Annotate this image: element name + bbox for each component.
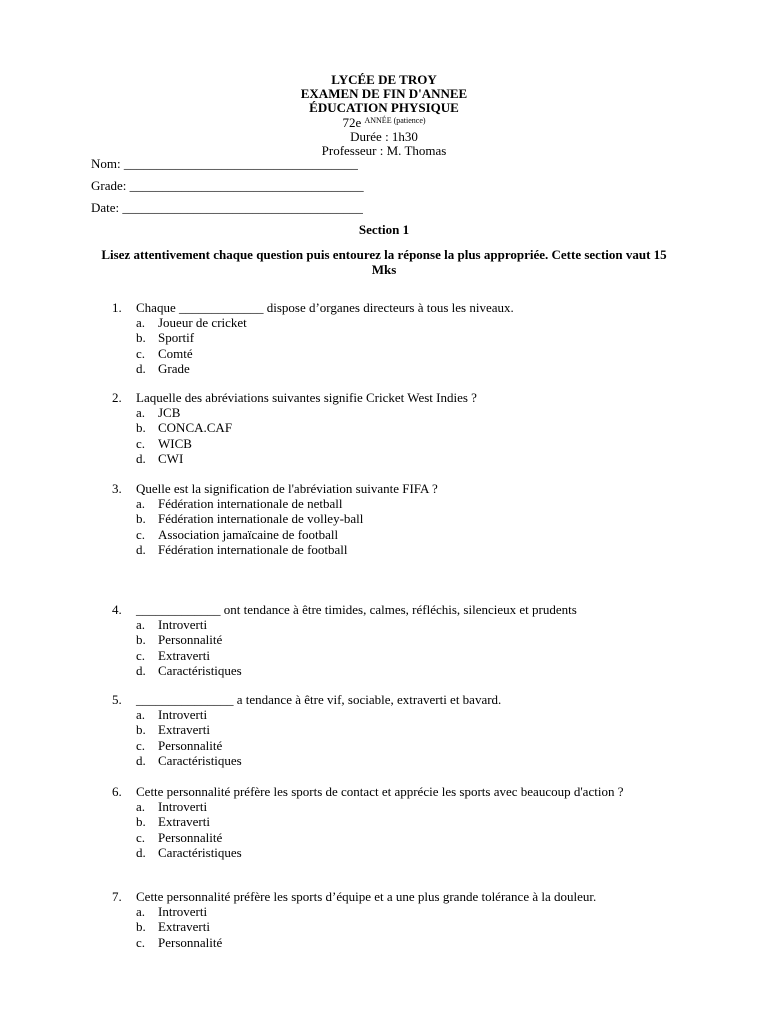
option-text: Personnalité — [158, 934, 223, 950]
subject-title: ÉDUCATION PHYSIQUE — [309, 100, 459, 115]
question-1 — [112, 300, 682, 377]
question-text: Cette personnalité préfère les sports d’équipe et a une plus grande tolérance à la douleur. — [136, 889, 597, 904]
question-number: 1. — [112, 300, 122, 315]
option[interactable] — [136, 663, 682, 678]
option[interactable] — [136, 451, 682, 466]
option[interactable] — [136, 845, 682, 860]
question-text: Laquelle des abréviations suivantes signifie Cricket West Indies ? — [136, 390, 477, 405]
grade-level-main: 72e — [342, 115, 362, 130]
option[interactable] — [136, 617, 682, 632]
option-letter: c. — [136, 526, 146, 542]
option-letter: b. — [136, 330, 146, 346]
option-letter: a. — [136, 904, 146, 919]
section-title: Section 1 — [358, 222, 410, 237]
option-text: Introverti — [158, 617, 208, 632]
option-letter: c. — [136, 934, 146, 950]
option-letter: b. — [136, 814, 146, 830]
option[interactable] — [136, 632, 682, 647]
option-text: CWI — [158, 451, 184, 467]
option-text: Comté — [158, 345, 193, 361]
option[interactable] — [136, 330, 682, 345]
option-letter: a. — [136, 315, 146, 330]
option-letter: b. — [136, 420, 146, 436]
option-letter: d. — [136, 451, 146, 467]
question-3 — [112, 481, 682, 558]
option-text: Sportif — [158, 330, 195, 346]
section-instructions: Lisez attentivement chaque question puis entourez la réponse la plus appropriée. Cette section vaut 15 Mks — [101, 247, 667, 277]
option-letter: a. — [136, 496, 146, 511]
option-text: Joueur de cricket — [158, 315, 247, 330]
teacher: Professeur : M. Thomas — [321, 143, 447, 158]
option[interactable] — [136, 919, 682, 934]
option-letter: c. — [136, 435, 146, 451]
option-text: Extraverti — [158, 919, 210, 935]
duration: Durée : 1h30 — [350, 129, 418, 144]
option-letter: d. — [136, 845, 146, 861]
option-text: Introverti — [158, 707, 208, 722]
option[interactable] — [136, 527, 682, 542]
question-text: _____________ ont tendance à être timides, calmes, réfléchis, silencieux et prudents — [136, 602, 577, 617]
question-number: 2. — [112, 390, 122, 405]
question-text: Quelle est la signification de l'abréviation suivante FIFA ? — [136, 481, 438, 496]
option[interactable] — [136, 799, 682, 814]
name-field[interactable]: Nom: ____________________________________ — [91, 156, 358, 171]
option-letter: a. — [136, 799, 146, 814]
question-number: 5. — [112, 692, 122, 707]
option-letter: b. — [136, 722, 146, 738]
grade-level-note: ANNÉE (patience) — [364, 116, 426, 125]
option-text: Fédération internationale de volley-ball — [158, 511, 364, 527]
option-text: Fédération internationale de netball — [158, 496, 343, 511]
option-letter: c. — [136, 647, 146, 663]
option-text: Extraverti — [158, 722, 210, 738]
option[interactable] — [136, 361, 682, 376]
option-letter: c. — [136, 737, 146, 753]
option[interactable] — [136, 496, 682, 511]
option-text: WICB — [158, 435, 192, 451]
option-text: Association jamaïcaine de football — [158, 526, 339, 542]
question-6 — [112, 784, 682, 861]
question-number: 3. — [112, 481, 122, 496]
exam-title: EXAMEN DE FIN D'ANNEE — [300, 86, 468, 101]
question-number: 6. — [112, 784, 122, 799]
option-letter: c. — [136, 829, 146, 845]
question-text: Cette personnalité préfère les sports de contact et apprécie les sports avec beaucoup d'action ? — [136, 784, 624, 799]
option-letter: d. — [136, 361, 146, 377]
date-field[interactable]: Date: _____________________________________ — [91, 200, 363, 215]
option[interactable] — [136, 648, 682, 663]
option-text: Introverti — [158, 799, 208, 814]
option[interactable] — [136, 420, 682, 435]
option-text: Personnalité — [158, 632, 223, 648]
option-text: Caractéristiques — [158, 845, 242, 861]
option-text: Caractéristiques — [158, 663, 242, 679]
question-4 — [112, 602, 682, 679]
option[interactable] — [136, 707, 682, 722]
school-name: LYCÉE DE TROY — [331, 72, 437, 87]
question-7 — [112, 889, 682, 950]
option-text: Personnalité — [158, 829, 223, 845]
option-letter: c. — [136, 345, 146, 361]
option[interactable] — [136, 346, 682, 361]
option-letter: b. — [136, 919, 146, 935]
option[interactable] — [136, 511, 682, 526]
option[interactable] — [136, 405, 682, 420]
option-text: JCB — [158, 405, 181, 420]
option-text: Grade — [158, 361, 190, 377]
option[interactable] — [136, 904, 682, 919]
option-text: Caractéristiques — [158, 753, 242, 769]
option-letter: d. — [136, 663, 146, 679]
grade-field[interactable]: Grade: ____________________________________ — [91, 178, 364, 193]
option-text: CONCA.CAF — [158, 420, 233, 436]
option-letter: d. — [136, 542, 146, 558]
option-letter: d. — [136, 753, 146, 769]
option-letter: b. — [136, 632, 146, 648]
question-text: Chaque _____________ dispose d’organes directeurs à tous les niveaux. — [136, 300, 514, 315]
option[interactable] — [136, 722, 682, 737]
option[interactable] — [136, 436, 682, 451]
option-text: Introverti — [158, 904, 208, 919]
option[interactable] — [136, 542, 682, 557]
question-text: _______________ a tendance à être vif, sociable, extraverti et bavard. — [136, 692, 502, 707]
option[interactable] — [136, 315, 682, 330]
option-letter: a. — [136, 405, 146, 420]
option-text: Personnalité — [158, 737, 223, 753]
option-text: Extraverti — [158, 647, 210, 663]
option-letter: a. — [136, 617, 146, 632]
question-number: 7. — [112, 889, 122, 904]
question-number: 4. — [112, 602, 122, 617]
option-letter: b. — [136, 511, 146, 527]
option[interactable] — [136, 738, 682, 753]
question-5 — [112, 692, 682, 769]
option-text: Extraverti — [158, 814, 210, 830]
option-text: Fédération internationale de football — [158, 542, 348, 558]
option-letter: a. — [136, 707, 146, 722]
option[interactable] — [136, 935, 682, 950]
question-2 — [112, 390, 682, 467]
grade-level — [0, 116, 768, 130]
option[interactable] — [136, 814, 682, 829]
option[interactable] — [136, 753, 682, 768]
option[interactable] — [136, 830, 682, 845]
